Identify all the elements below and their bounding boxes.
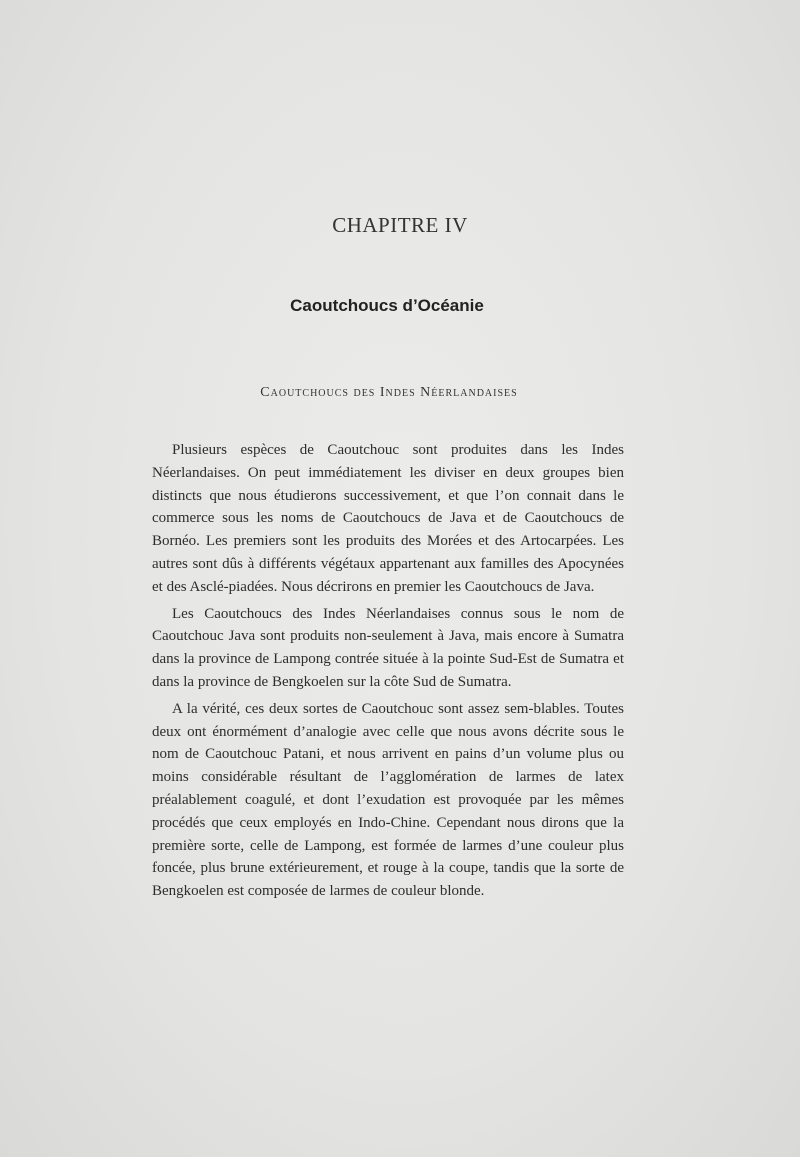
paragraph: Plusieurs espèces de Caoutchouc sont produites dans les Indes Néerlandaises. On peut immédiatement les diviser en deux groupes bien distincts que nous étudierons successivement, et que l’on connait dans le commerce sous les noms de Caoutchoucs de Java et de Caoutchoucs de Bornéo. Les premiers sont les produits des Morées et des Artocarpées. Les autres sont dûs à différents végétaux appartenant aux familles des Apocynées et des Asclé-piadées. Nous décrirons en premier les Caoutchoucs de Java.	[152, 442, 624, 595]
subsection-title: Caoutchoucs des Indes Néerlandaises	[260, 385, 518, 400]
paragraph: Les Caoutchoucs des Indes Néerlandaises connus sous le nom de Caoutchouc Java sont produits non-seulement à Java, mais encore à Sumatra dans la province de Lampong contrée située à la pointe Sud-Est de Sumatra et dans la province de Bengkoelen sur la côte Sud de Sumatra.	[152, 605, 624, 690]
body-text	[152, 439, 624, 907]
section-title: Caoutchoucs d’Océanie	[290, 296, 484, 315]
chapter-title: CHAPITRE IV	[332, 213, 468, 237]
paragraph: A la vérité, ces deux sortes de Caoutchouc sont assez sem-blables. Toutes deux ont énormément d’analogie avec celle que nous avons décrite sous le nom de Caoutchouc Patani, et nous arrivent en pains d’un volume plus ou moins considérable résultant de l’agglomération de larmes de latex préalablement coagulé, et dont l’exudation est provoquée par les mêmes procédés que ceux employés en Indo-Chine. Cependant nous dirons que la première sorte, celle de Lampong, est formée de larmes d’une couleur plus foncée, plus brune extérieurement, et rouge à la coupe, tandis que la sorte de Bengkoelen est composée de larmes de couleur blonde.	[152, 700, 624, 900]
